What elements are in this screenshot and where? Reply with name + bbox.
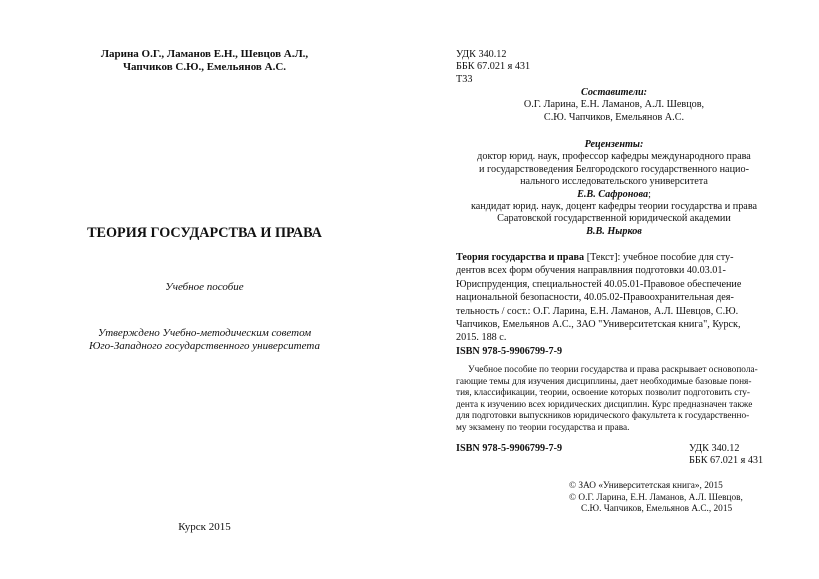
reviewer-1-name: Е.В. Сафронова [577, 188, 649, 200]
abstract-line-6: му экзамену по теории государства и права. [456, 422, 630, 433]
bottom-codes [689, 443, 763, 468]
bib-line-6: Чапчиков, Емельянов А.С., ЗАО "Университетская книга", Курск, [456, 319, 741, 331]
udk-code: УДК 340.12 [456, 49, 507, 60]
abstract [456, 365, 776, 435]
reviewer-1-punct: ; [648, 188, 651, 200]
bbk-bottom: ББК 67.021 я 431 [689, 455, 764, 467]
abstract-line-3: тия, классификации, теории, освоение которых позволит подготовить сту- [456, 388, 751, 399]
bibliographic-record [456, 251, 773, 358]
reviewers-block [449, 139, 779, 238]
approval-note [0, 327, 409, 353]
compilers-line-1: О.Г. Ларина, Е.Н. Ламанов, А.Л. Шевцов, [523, 99, 705, 111]
left-page [0, 0, 409, 579]
bib-line-3: Юриспруденция, специальностей 40.05.01-Правовое обеспечение [456, 278, 742, 290]
approval-line-2: Юго-Западного государственного университета [89, 340, 320, 352]
reviewer-2-name: В.В. Нырков [586, 225, 642, 237]
abstract-line-2: гающие темы для изучения дисциплины, дает необходимые базовые поня- [456, 376, 752, 387]
bib-line-7: 2015. 188 с. [456, 332, 507, 344]
bbk-code: ББК 67.021 я 431 [456, 61, 531, 73]
classification-codes [456, 49, 530, 86]
bib-title: Теория государства и права [456, 252, 585, 263]
reviewer-1-name-row [449, 189, 779, 201]
compilers-block [456, 87, 772, 124]
reviewers-heading: Рецензенты: [584, 139, 644, 150]
copyright-line-1: © ЗАО «Университетская книга», 2015 [569, 481, 723, 491]
compilers-heading: Составители: [580, 87, 648, 98]
author-mark-code: Т33 [456, 73, 473, 85]
reviewer-2-line-2: Саратовской государственной юридической академии [497, 213, 731, 225]
reviewer-1-line-3: нального исследовательского университета [520, 176, 708, 188]
abstract-line-4: дента к изучению всех юридических дисциплин. Курс предназначен также [456, 399, 753, 410]
copyright-line-2: © О.Г. Ларина, Е.Н. Ламанов, А.Л. Шевцов, [569, 492, 743, 503]
bib-line-2: дентов всех форм обучения направлвния подготовки 40.03.01- [456, 265, 726, 277]
place-year: Курск 2015 [178, 521, 231, 533]
authors-line-2: Чапчиков С.Ю., Емельянов А.С. [122, 61, 287, 73]
book-title: ТЕОРИЯ ГОСУДАРСТВА И ПРАВА [87, 225, 322, 241]
compilers-line-2: С.Ю. Чапчиков, Емельянов А.С. [543, 111, 685, 123]
abstract-line-1: Учебное пособие по теории государства и права раскрывает основопола- [468, 365, 758, 375]
book-subtitle: Учебное пособие [165, 281, 244, 293]
copyright-block [569, 481, 743, 516]
copyright-line-3: С.Ю. Чапчиков, Емельянов А.С., 2015 [581, 504, 733, 515]
reviewer-2-line-1: кандидат юрид. наук, доцент кафедры теории государства и права [470, 201, 758, 213]
isbn-bold: ISBN 978-5-9906799-7-9 [456, 345, 563, 357]
right-page [409, 0, 819, 579]
authors-line-1: Ларина О.Г., Ламанов Е.Н., Шевцов А.Л., [100, 48, 309, 60]
reviewer-1-line-2: и государствоведения Белгородского государственного нацио- [479, 163, 749, 175]
abstract-line-5: для подготовки выпускников юридического факультета к государственно- [456, 411, 750, 422]
isbn-bottom: ISBN 978-5-9906799-7-9 [456, 443, 563, 454]
reviewer-1-line-1: доктор юрид. наук, профессор кафедры международного права [477, 151, 751, 163]
approval-line-1: Утверждено Учебно-методическим советом [97, 327, 312, 339]
bib-line-4: национальной безопасности, 40.05.02-Правоохранительная дея- [456, 292, 734, 304]
authors [0, 48, 409, 74]
bib-title-rest: [Текст]: учебное пособие для сту- [584, 252, 734, 263]
bib-line-5: тельность / сост.: О.Г. Ларина, Е.Н. Ламанов, А.Л. Шевцов, С.Ю. [456, 305, 739, 317]
bib-line-1 [456, 251, 773, 264]
udk-bottom: УДК 340.12 [689, 443, 740, 454]
